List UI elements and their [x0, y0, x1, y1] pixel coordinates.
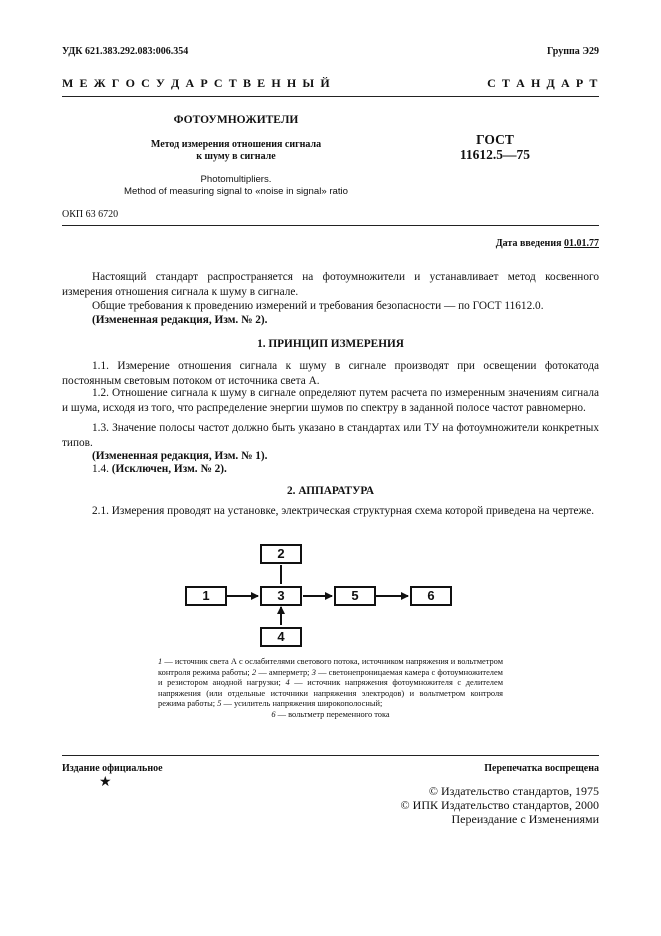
section2-title: 2. АППАРАТУРА	[287, 485, 374, 497]
section1-p4-number: 1.4.	[92, 463, 109, 475]
title-en-line2: Method of measuring signal to «noise in signal» ratio	[124, 186, 348, 197]
caption-num-6: 6	[271, 709, 276, 719]
block-2-ammeter: 2	[260, 544, 302, 564]
reprint-prohibited: Перепечатка воспрещена	[484, 763, 599, 774]
official-edition: Издание официальное	[62, 763, 163, 774]
caption-num-2: 2	[251, 667, 257, 677]
copyright-2000: © ИПК Издательство стандартов, 2000	[400, 798, 599, 812]
intro-paragraph-1: Настоящий стандарт распространяется на фотоумножители и устанавливает метод косвенного измерения отношения сигнала к шуму в сигнале.	[62, 271, 599, 298]
intro-amendment: (Измененная редакция, Изм. № 2).	[92, 314, 268, 326]
caption-num-5: 5	[217, 699, 222, 709]
caption-last-line	[158, 710, 503, 721]
diagram-caption	[158, 657, 503, 721]
block-6-voltmeter: 6	[410, 586, 452, 606]
caption-num-3: 3	[311, 667, 316, 677]
section1-title: 1. ПРИНЦИП ИЗМЕРЕНИЯ	[257, 338, 404, 350]
footer-rule	[62, 755, 599, 756]
title-sub-line1: Метод измерения отношения сигнала	[150, 139, 322, 150]
section1-amendment: (Измененная редакция, Изм. № 1).	[92, 450, 268, 462]
banner-right: С Т А Н Д А Р Т	[487, 76, 599, 90]
udk-code: УДК 621.383.292.083:006.354	[62, 46, 189, 57]
okp-code: ОКП 63 6720	[62, 209, 119, 220]
block-5-amplifier: 5	[334, 586, 376, 606]
group-code: Группа Э29	[547, 46, 599, 57]
intro-date-value: 01.01.77	[564, 238, 599, 249]
caption-text-2: — амперметр;	[256, 667, 312, 677]
caption-num-1: 1	[158, 657, 163, 666]
gost-label: ГОСТ	[476, 132, 514, 147]
intro-date-label: Дата введения	[495, 238, 562, 249]
title-en-line1: Photomultipliers.	[200, 174, 272, 185]
section1-paragraph-3: 1.3. Значение полосы частот должно быть указано в стандартах или ТУ на фотоумножители конкретных типов.	[62, 422, 599, 449]
section1-paragraph-1: 1.1. Измерение отношения сигнала к шуму в сигнале производят при освещении фотокатода постоянным световым потоком от источника света А.	[62, 360, 599, 387]
copyright-1975: © Издательство стандартов, 1975	[428, 784, 599, 798]
caption-text-5: — усилитель напряжения широкополосный;	[221, 699, 383, 709]
gost-number: 11612.5—75	[459, 147, 531, 162]
reissue-note: Переиздание с Изменениями	[451, 812, 599, 826]
intro-paragraph-2: Общие требования к проведению измерений и требования безопасности — по ГОСТ 11612.0.	[92, 300, 544, 312]
banner-left: М Е Ж Г О С У Д А Р С Т В Е Н Н Ы Й	[62, 76, 332, 90]
block-4-power-supply: 4	[260, 627, 302, 647]
caption-num-4: 4	[285, 678, 290, 688]
caption-text-4: — источник напряжения фотоумножителя с делителем напряжения (или отдельные источники напряжения электродов) и вольтметром контроля режима работы;	[158, 678, 503, 709]
caption-text-3: — светонепроницаемая камера с фотоумножителем и резистором анодной нагрузки;	[158, 667, 503, 688]
section2-paragraph-1: 2.1. Измерения проводят на установке, электрическая структурная схема которой приведена на чертеже.	[92, 505, 595, 517]
section1-p4-text: (Исключен, Изм. № 2).	[111, 463, 227, 475]
section1-paragraph-2: 1.2. Отношение сигнала к шуму в сигнале определяют путем расчета по измеренным значениям сигнала и шума, исходя из того, что распределение энергии шумов по спектру в заданной полосе частот равномерно.	[62, 387, 599, 414]
caption-text-6: — вольтметр переменного тока	[275, 709, 390, 719]
block-3-dark-chamber: 3	[260, 586, 302, 606]
block-1-light-source: 1	[185, 586, 227, 606]
title-main: ФОТОУМНОЖИТЕЛИ	[173, 114, 299, 126]
title-sub-line2: к шуму в сигнале	[196, 151, 276, 162]
caption-text-1: — источник света А с ослабителями светового потока, источником напряжения и вольтметром контроля режима работы;	[158, 657, 503, 677]
star-icon: ★	[99, 775, 112, 790]
